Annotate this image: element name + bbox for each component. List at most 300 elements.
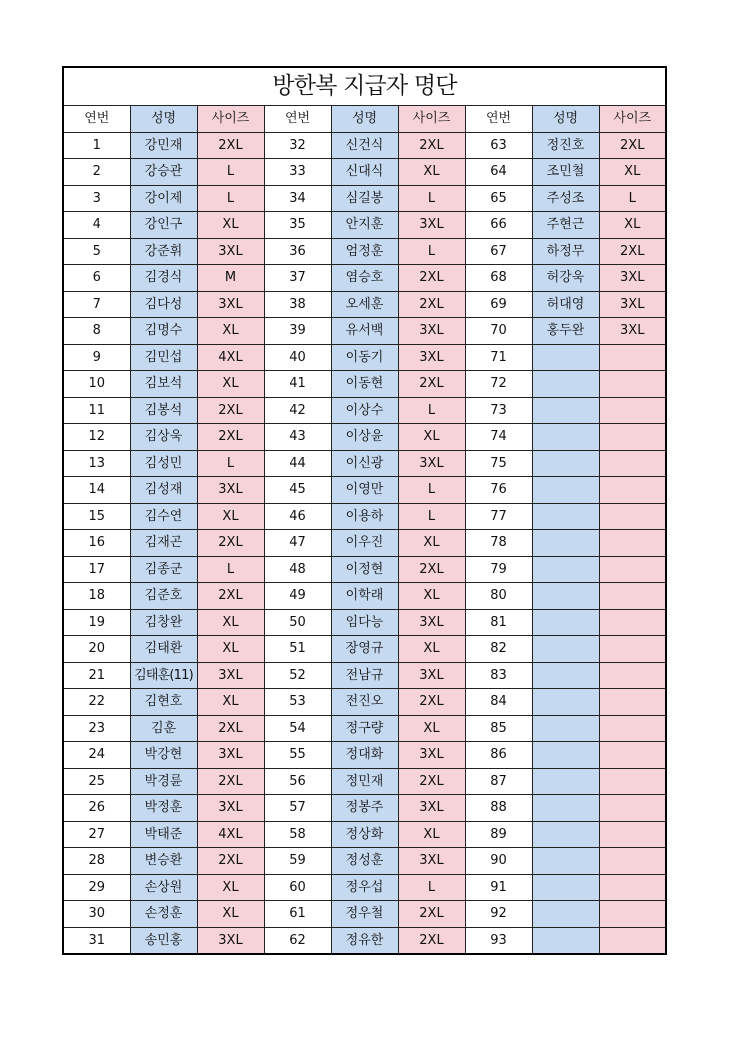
size-cell: XL <box>197 636 264 663</box>
name-cell: 전남규 <box>331 662 398 689</box>
size-cell: 3XL <box>599 291 666 318</box>
number-cell: 82 <box>465 636 532 663</box>
table-row <box>63 768 666 795</box>
number-cell: 25 <box>63 768 130 795</box>
number-cell: 64 <box>465 159 532 186</box>
size-cell: XL <box>197 874 264 901</box>
size-cell: L <box>197 185 264 212</box>
size-cell: 2XL <box>197 768 264 795</box>
size-cell: 3XL <box>398 848 465 875</box>
name-cell: 김태훈(11) <box>130 662 197 689</box>
name-cell: 허대영 <box>532 291 599 318</box>
size-cell: XL <box>398 530 465 557</box>
table-row <box>63 556 666 583</box>
table-row <box>63 318 666 345</box>
size-cell: 2XL <box>197 715 264 742</box>
size-cell: L <box>197 556 264 583</box>
number-cell: 67 <box>465 238 532 265</box>
name-cell: 정우철 <box>331 901 398 928</box>
size-cell: 2XL <box>197 424 264 451</box>
name-cell: 박태준 <box>130 821 197 848</box>
number-cell: 93 <box>465 927 532 954</box>
number-cell: 50 <box>264 609 331 636</box>
name-cell: 정봉주 <box>331 795 398 822</box>
name-cell: 송민홍 <box>130 927 197 954</box>
size-cell: 3XL <box>398 609 465 636</box>
number-cell: 88 <box>465 795 532 822</box>
name-cell <box>532 901 599 928</box>
size-cell: XL <box>599 159 666 186</box>
size-cell: 3XL <box>197 742 264 769</box>
size-cell: 2XL <box>398 927 465 954</box>
name-cell <box>532 768 599 795</box>
number-cell: 22 <box>63 689 130 716</box>
name-cell: 김봉석 <box>130 397 197 424</box>
name-cell <box>532 344 599 371</box>
name-cell: 김상욱 <box>130 424 197 451</box>
number-cell: 85 <box>465 715 532 742</box>
number-cell: 55 <box>264 742 331 769</box>
number-cell: 66 <box>465 212 532 239</box>
number-cell: 56 <box>264 768 331 795</box>
name-cell <box>532 424 599 451</box>
size-cell <box>599 795 666 822</box>
number-cell: 75 <box>465 450 532 477</box>
size-cell: 2XL <box>398 768 465 795</box>
size-cell <box>599 397 666 424</box>
number-cell: 24 <box>63 742 130 769</box>
number-cell: 90 <box>465 848 532 875</box>
number-cell: 29 <box>63 874 130 901</box>
size-cell: 2XL <box>197 583 264 610</box>
size-cell: XL <box>197 318 264 345</box>
name-cell <box>532 530 599 557</box>
table-row <box>63 185 666 212</box>
number-cell: 17 <box>63 556 130 583</box>
name-cell <box>532 503 599 530</box>
table-row <box>63 662 666 689</box>
size-cell <box>599 848 666 875</box>
number-cell: 15 <box>63 503 130 530</box>
name-cell: 안지훈 <box>331 212 398 239</box>
number-cell: 73 <box>465 397 532 424</box>
size-cell: 3XL <box>398 344 465 371</box>
name-cell <box>532 477 599 504</box>
size-cell <box>599 583 666 610</box>
size-cell: 3XL <box>197 477 264 504</box>
name-cell: 김경식 <box>130 265 197 292</box>
size-cell: L <box>398 185 465 212</box>
table-row <box>63 450 666 477</box>
size-cell: 2XL <box>599 238 666 265</box>
name-cell <box>532 636 599 663</box>
table-row <box>63 530 666 557</box>
number-cell: 37 <box>264 265 331 292</box>
size-cell: 3XL <box>197 927 264 954</box>
number-cell: 6 <box>63 265 130 292</box>
number-cell: 19 <box>63 609 130 636</box>
name-cell: 허강욱 <box>532 265 599 292</box>
name-cell: 임다능 <box>331 609 398 636</box>
size-cell <box>599 636 666 663</box>
size-cell: 2XL <box>197 530 264 557</box>
number-cell: 89 <box>465 821 532 848</box>
size-cell <box>599 715 666 742</box>
table-row <box>63 874 666 901</box>
number-cell: 4 <box>63 212 130 239</box>
name-cell <box>532 397 599 424</box>
size-cell: XL <box>197 212 264 239</box>
size-cell: 3XL <box>398 662 465 689</box>
size-cell: 2XL <box>398 132 465 159</box>
size-cell <box>599 530 666 557</box>
number-cell: 1 <box>63 132 130 159</box>
header-num: 연번 <box>264 106 331 133</box>
table-row <box>63 424 666 451</box>
name-cell: 이학래 <box>331 583 398 610</box>
number-cell: 92 <box>465 901 532 928</box>
size-cell: 2XL <box>398 291 465 318</box>
name-cell: 전진오 <box>331 689 398 716</box>
size-cell: L <box>398 477 465 504</box>
name-cell: 박경륜 <box>130 768 197 795</box>
name-cell: 강준휘 <box>130 238 197 265</box>
table-row <box>63 715 666 742</box>
size-cell: 2XL <box>398 901 465 928</box>
size-cell: XL <box>398 636 465 663</box>
table-row <box>63 901 666 928</box>
number-cell: 68 <box>465 265 532 292</box>
table-row <box>63 344 666 371</box>
name-cell: 엄정훈 <box>331 238 398 265</box>
number-cell: 63 <box>465 132 532 159</box>
number-cell: 48 <box>264 556 331 583</box>
size-cell: 3XL <box>398 212 465 239</box>
name-cell <box>532 874 599 901</box>
name-cell: 염승호 <box>331 265 398 292</box>
number-cell: 72 <box>465 371 532 398</box>
size-cell: 3XL <box>398 742 465 769</box>
number-cell: 18 <box>63 583 130 610</box>
number-cell: 14 <box>63 477 130 504</box>
name-cell: 이상수 <box>331 397 398 424</box>
size-cell <box>599 503 666 530</box>
name-cell <box>532 371 599 398</box>
size-cell: XL <box>197 371 264 398</box>
name-cell: 김민섭 <box>130 344 197 371</box>
size-cell: 2XL <box>398 556 465 583</box>
name-cell: 정우섭 <box>331 874 398 901</box>
name-cell: 김훈 <box>130 715 197 742</box>
size-cell: XL <box>197 503 264 530</box>
name-cell: 이신광 <box>331 450 398 477</box>
number-cell: 78 <box>465 530 532 557</box>
size-cell <box>599 901 666 928</box>
size-cell: 2XL <box>398 689 465 716</box>
name-cell: 김재곤 <box>130 530 197 557</box>
name-cell: 강이제 <box>130 185 197 212</box>
number-cell: 70 <box>465 318 532 345</box>
size-cell: 2XL <box>398 265 465 292</box>
size-cell: 2XL <box>197 848 264 875</box>
title-row <box>63 67 666 106</box>
header-name: 성명 <box>331 106 398 133</box>
name-cell: 김보석 <box>130 371 197 398</box>
number-cell: 41 <box>264 371 331 398</box>
name-cell: 하정무 <box>532 238 599 265</box>
number-cell: 43 <box>264 424 331 451</box>
size-cell <box>599 662 666 689</box>
name-cell: 유서백 <box>331 318 398 345</box>
number-cell: 40 <box>264 344 331 371</box>
table-row <box>63 742 666 769</box>
header-row <box>63 106 666 133</box>
number-cell: 31 <box>63 927 130 954</box>
number-cell: 60 <box>264 874 331 901</box>
number-cell: 59 <box>264 848 331 875</box>
number-cell: 34 <box>264 185 331 212</box>
number-cell: 3 <box>63 185 130 212</box>
size-cell <box>599 450 666 477</box>
name-cell <box>532 689 599 716</box>
size-cell: L <box>197 159 264 186</box>
size-cell: L <box>398 874 465 901</box>
size-cell: M <box>197 265 264 292</box>
number-cell: 11 <box>63 397 130 424</box>
header-name: 성명 <box>532 106 599 133</box>
size-cell <box>599 609 666 636</box>
name-cell <box>532 848 599 875</box>
number-cell: 36 <box>264 238 331 265</box>
table-row <box>63 609 666 636</box>
number-cell: 86 <box>465 742 532 769</box>
size-cell: XL <box>197 901 264 928</box>
name-cell: 정민재 <box>331 768 398 795</box>
table-row <box>63 689 666 716</box>
name-cell: 이동현 <box>331 371 398 398</box>
number-cell: 87 <box>465 768 532 795</box>
name-cell: 김준호 <box>130 583 197 610</box>
name-cell: 김성민 <box>130 450 197 477</box>
table-row <box>63 848 666 875</box>
name-cell <box>532 742 599 769</box>
number-cell: 80 <box>465 583 532 610</box>
name-cell: 조민철 <box>532 159 599 186</box>
name-cell <box>532 795 599 822</box>
number-cell: 20 <box>63 636 130 663</box>
number-cell: 5 <box>63 238 130 265</box>
name-cell: 주현근 <box>532 212 599 239</box>
number-cell: 74 <box>465 424 532 451</box>
name-cell <box>532 450 599 477</box>
number-cell: 27 <box>63 821 130 848</box>
size-cell <box>599 742 666 769</box>
name-cell: 홍두완 <box>532 318 599 345</box>
number-cell: 2 <box>63 159 130 186</box>
name-cell: 변승환 <box>130 848 197 875</box>
name-cell: 이용하 <box>331 503 398 530</box>
size-cell: 3XL <box>398 318 465 345</box>
name-cell: 장영규 <box>331 636 398 663</box>
name-cell: 신대식 <box>331 159 398 186</box>
size-cell: L <box>398 397 465 424</box>
number-cell: 79 <box>465 556 532 583</box>
name-cell: 김현호 <box>130 689 197 716</box>
number-cell: 21 <box>63 662 130 689</box>
number-cell: 71 <box>465 344 532 371</box>
name-cell: 정진호 <box>532 132 599 159</box>
size-cell: 3XL <box>197 238 264 265</box>
number-cell: 47 <box>264 530 331 557</box>
name-cell: 김성재 <box>130 477 197 504</box>
size-cell: 3XL <box>599 318 666 345</box>
number-cell: 30 <box>63 901 130 928</box>
name-cell: 김종군 <box>130 556 197 583</box>
size-cell <box>599 344 666 371</box>
number-cell: 42 <box>264 397 331 424</box>
name-cell: 정유한 <box>331 927 398 954</box>
size-cell: 2XL <box>398 371 465 398</box>
name-cell: 강인구 <box>130 212 197 239</box>
size-cell <box>599 556 666 583</box>
number-cell: 35 <box>264 212 331 239</box>
table-row <box>63 159 666 186</box>
number-cell: 76 <box>465 477 532 504</box>
number-cell: 12 <box>63 424 130 451</box>
sheet-title: 방한복 지급자 명단 <box>63 67 666 106</box>
header-num: 연번 <box>63 106 130 133</box>
number-cell: 54 <box>264 715 331 742</box>
size-cell: 2XL <box>197 397 264 424</box>
number-cell: 46 <box>264 503 331 530</box>
size-cell: 4XL <box>197 821 264 848</box>
size-cell: 2XL <box>599 132 666 159</box>
number-cell: 51 <box>264 636 331 663</box>
size-cell: XL <box>398 424 465 451</box>
header-size: 사이즈 <box>398 106 465 133</box>
name-cell: 이우진 <box>331 530 398 557</box>
table-row <box>63 371 666 398</box>
name-cell <box>532 662 599 689</box>
name-cell: 정성훈 <box>331 848 398 875</box>
size-cell: XL <box>398 159 465 186</box>
name-cell <box>532 609 599 636</box>
name-cell <box>532 583 599 610</box>
size-cell: L <box>398 503 465 530</box>
name-cell: 정구량 <box>331 715 398 742</box>
name-cell: 김수연 <box>130 503 197 530</box>
size-cell <box>599 927 666 954</box>
number-cell: 26 <box>63 795 130 822</box>
table-row <box>63 265 666 292</box>
number-cell: 44 <box>264 450 331 477</box>
size-cell <box>599 424 666 451</box>
size-cell: 4XL <box>197 344 264 371</box>
number-cell: 69 <box>465 291 532 318</box>
number-cell: 81 <box>465 609 532 636</box>
name-cell: 김창완 <box>130 609 197 636</box>
name-cell: 이동기 <box>331 344 398 371</box>
number-cell: 8 <box>63 318 130 345</box>
header-size: 사이즈 <box>599 106 666 133</box>
table-row <box>63 397 666 424</box>
name-cell: 강승관 <box>130 159 197 186</box>
size-cell: XL <box>197 609 264 636</box>
header-num: 연번 <box>465 106 532 133</box>
name-cell: 김태환 <box>130 636 197 663</box>
name-cell: 박강현 <box>130 742 197 769</box>
size-cell <box>599 689 666 716</box>
number-cell: 62 <box>264 927 331 954</box>
size-cell: 3XL <box>398 450 465 477</box>
size-cell: XL <box>599 212 666 239</box>
size-cell: XL <box>398 821 465 848</box>
table-row <box>63 291 666 318</box>
name-cell: 정상화 <box>331 821 398 848</box>
number-cell: 16 <box>63 530 130 557</box>
number-cell: 77 <box>465 503 532 530</box>
number-cell: 28 <box>63 848 130 875</box>
size-cell: XL <box>398 715 465 742</box>
number-cell: 9 <box>63 344 130 371</box>
name-cell: 정대화 <box>331 742 398 769</box>
table-row <box>63 238 666 265</box>
number-cell: 23 <box>63 715 130 742</box>
number-cell: 84 <box>465 689 532 716</box>
name-cell <box>532 927 599 954</box>
name-cell: 신건식 <box>331 132 398 159</box>
size-cell <box>599 821 666 848</box>
table-row <box>63 636 666 663</box>
size-cell: XL <box>197 689 264 716</box>
name-cell: 주성조 <box>532 185 599 212</box>
size-cell: 3XL <box>197 291 264 318</box>
number-cell: 7 <box>63 291 130 318</box>
name-cell <box>532 821 599 848</box>
name-cell: 김명수 <box>130 318 197 345</box>
number-cell: 61 <box>264 901 331 928</box>
number-cell: 83 <box>465 662 532 689</box>
size-cell <box>599 768 666 795</box>
number-cell: 65 <box>465 185 532 212</box>
name-cell: 오세훈 <box>331 291 398 318</box>
header-name: 성명 <box>130 106 197 133</box>
name-cell <box>532 715 599 742</box>
table-row <box>63 821 666 848</box>
size-cell <box>599 477 666 504</box>
table-row <box>63 583 666 610</box>
header-size: 사이즈 <box>197 106 264 133</box>
table-row <box>63 212 666 239</box>
size-cell: L <box>197 450 264 477</box>
size-cell: 3XL <box>197 662 264 689</box>
size-cell: 3XL <box>398 795 465 822</box>
number-cell: 58 <box>264 821 331 848</box>
size-cell: L <box>599 185 666 212</box>
size-cell <box>599 371 666 398</box>
number-cell: 45 <box>264 477 331 504</box>
number-cell: 33 <box>264 159 331 186</box>
name-cell: 김다성 <box>130 291 197 318</box>
name-cell: 강민재 <box>130 132 197 159</box>
table-row <box>63 927 666 954</box>
name-cell: 이영만 <box>331 477 398 504</box>
number-cell: 39 <box>264 318 331 345</box>
number-cell: 53 <box>264 689 331 716</box>
number-cell: 52 <box>264 662 331 689</box>
name-cell <box>532 556 599 583</box>
roster-body <box>63 132 666 954</box>
